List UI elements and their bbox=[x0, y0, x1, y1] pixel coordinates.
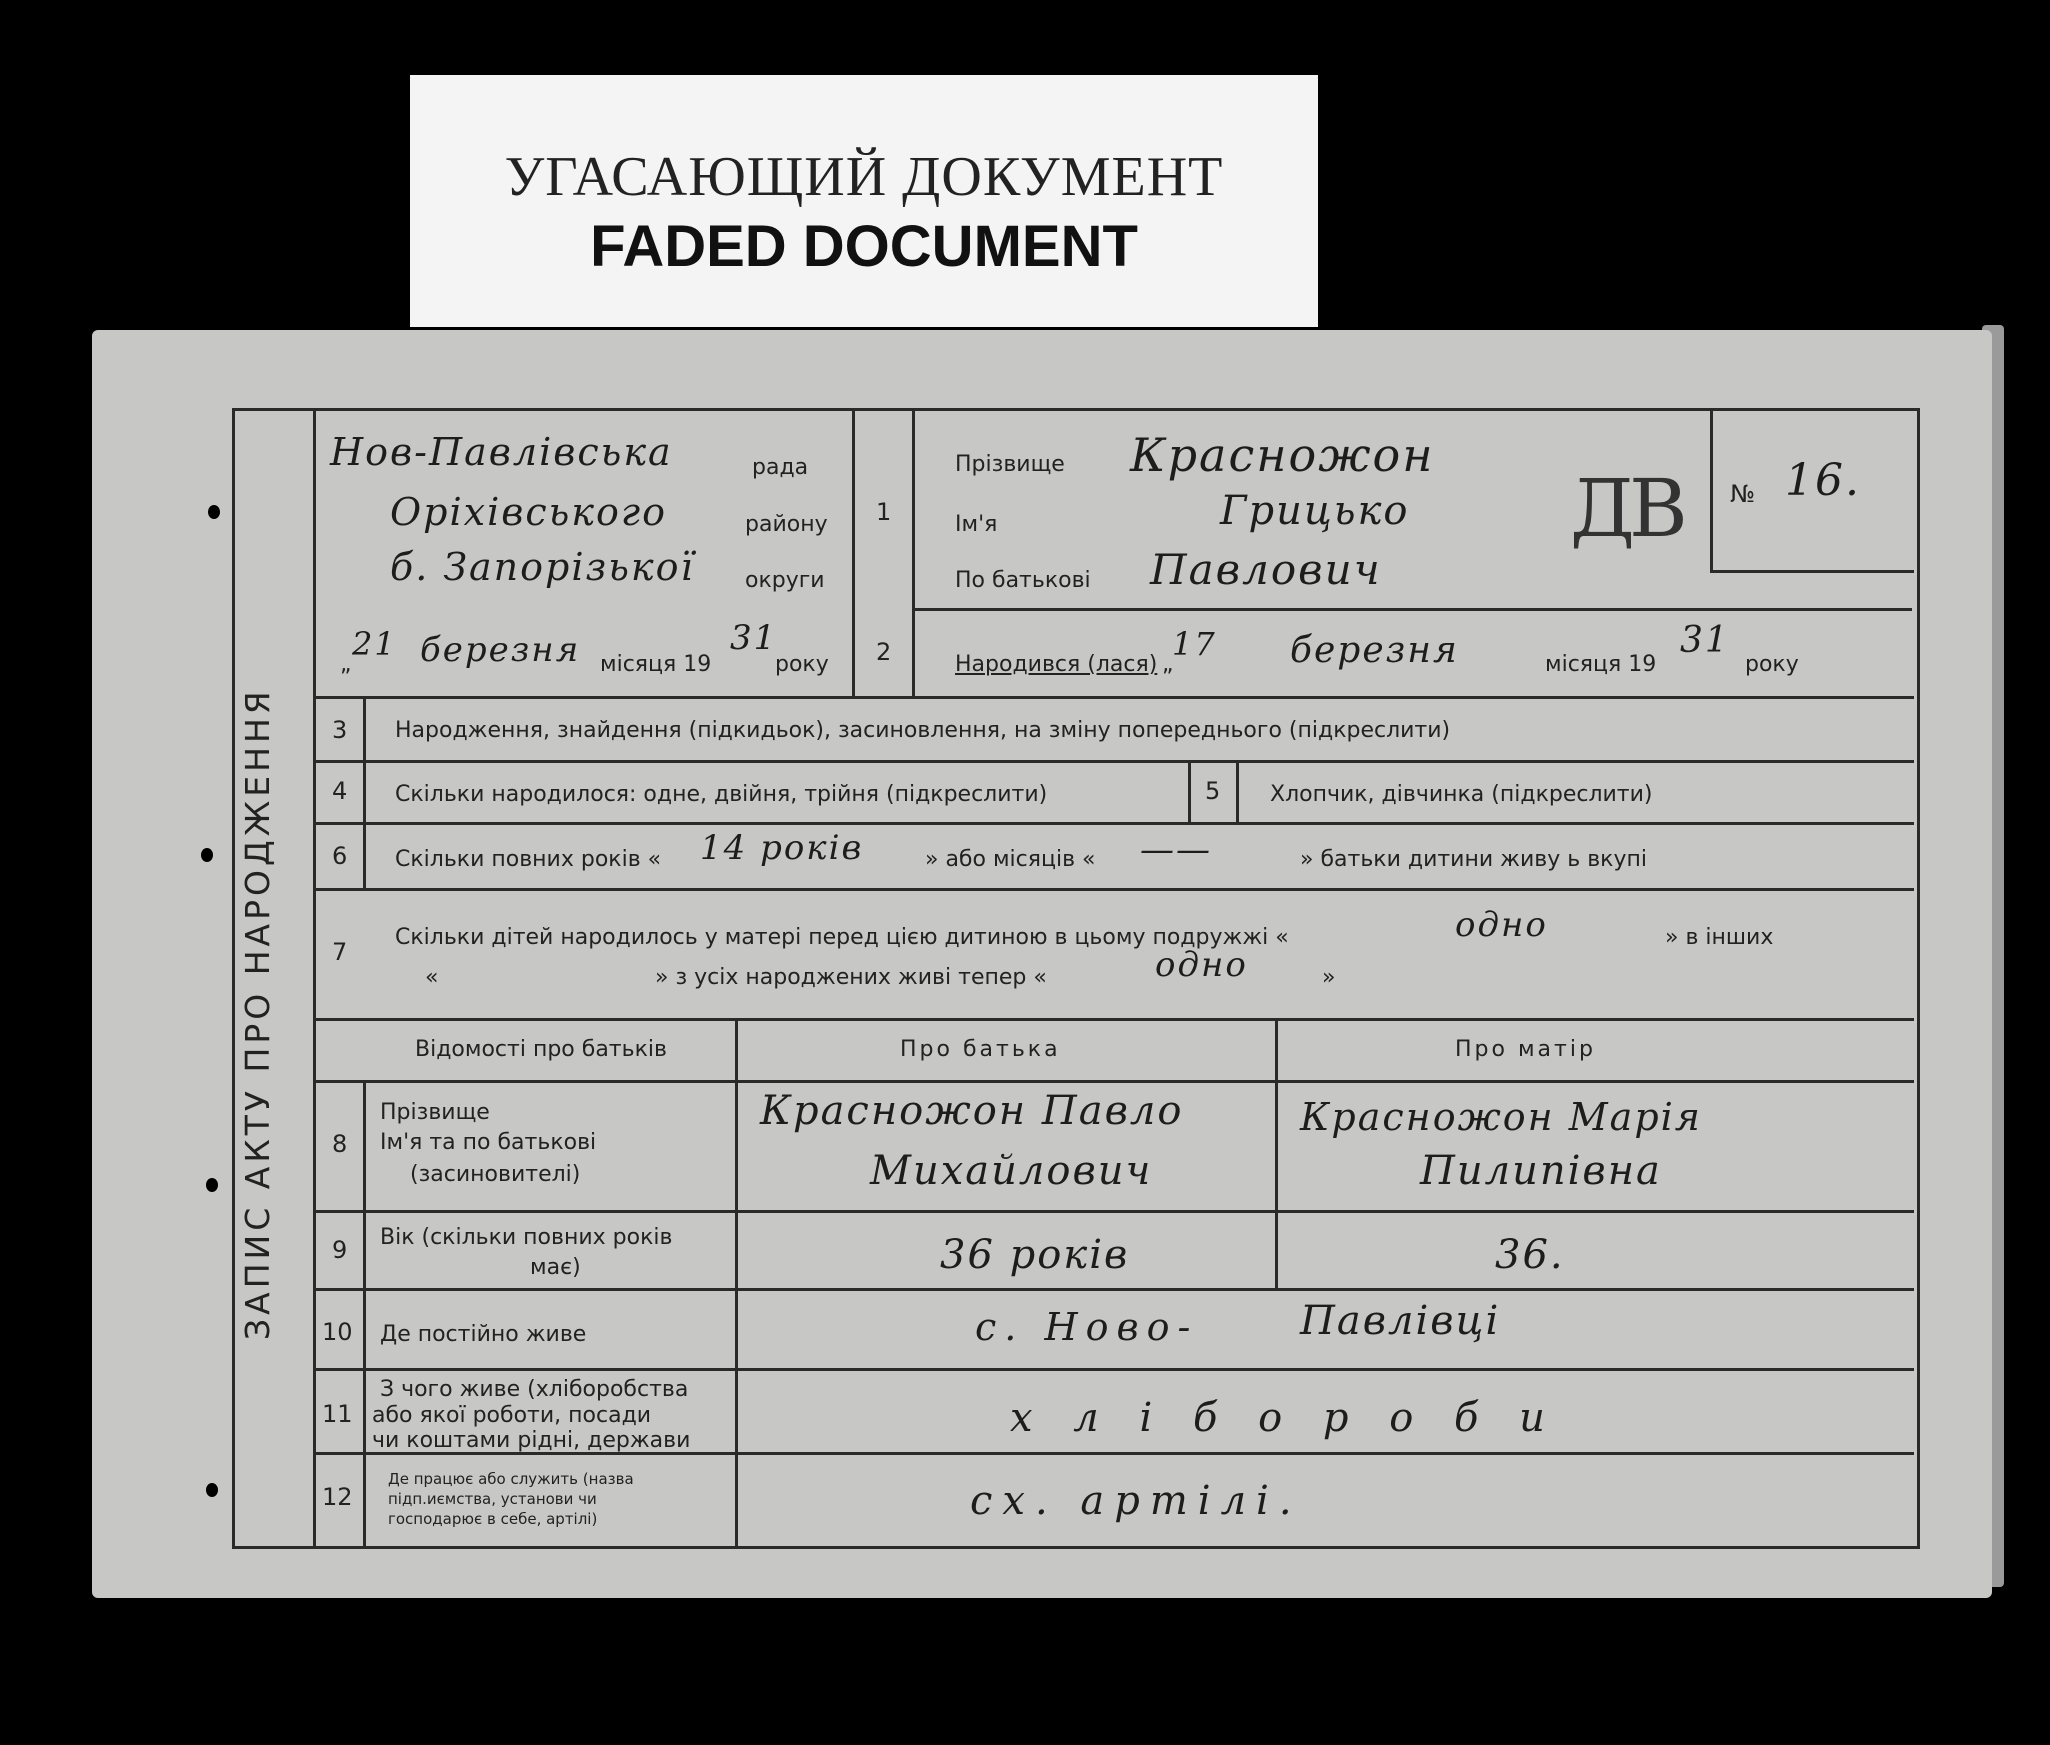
patronymic-value: Павлович bbox=[1150, 545, 1382, 594]
occupation-value: х л і б о р о б и bbox=[1010, 1395, 1559, 1441]
raion-label: району bbox=[745, 512, 828, 537]
row-7-value2: одно bbox=[1155, 945, 1248, 985]
date-quote: „ bbox=[340, 652, 352, 677]
row-3-number: 3 bbox=[332, 716, 348, 744]
row-12-number: 12 bbox=[322, 1483, 353, 1511]
row-9-label-2: має) bbox=[530, 1255, 581, 1280]
col-header-mother: Про матір bbox=[1455, 1037, 1596, 1062]
row-7-line1-a: Скільки дітей народилось у матері перед цією дитиною в цьому подружжі « bbox=[395, 925, 1289, 950]
okruha-label: округи bbox=[745, 568, 825, 593]
row-6-years-value: 14 років bbox=[700, 828, 864, 868]
record-number-label: № bbox=[1730, 480, 1755, 508]
father-age: 36 років bbox=[940, 1232, 1130, 1278]
label-english: FADED DOCUMENT bbox=[590, 214, 1138, 279]
row-7-value1: одно bbox=[1455, 905, 1548, 945]
father-name-2: Михайлович bbox=[870, 1148, 1153, 1194]
name-label: Ім'я bbox=[955, 512, 998, 537]
record-number-value: 16. bbox=[1785, 455, 1861, 506]
born-year-label: року bbox=[1745, 652, 1799, 677]
faded-document-label bbox=[410, 75, 1318, 327]
born-month: березня bbox=[1290, 630, 1459, 671]
row-6-number: 6 bbox=[332, 842, 348, 870]
row-8-label-1: Прізвище bbox=[380, 1100, 490, 1125]
row-7-line2-c: » bbox=[1322, 965, 1336, 990]
rada-value: Нов-Павлівська bbox=[330, 430, 673, 474]
row-8-number: 8 bbox=[332, 1130, 348, 1158]
row-5-number: 5 bbox=[1205, 777, 1221, 805]
father-name-1: Красножон Павло bbox=[760, 1088, 1184, 1134]
row-10-label: Де постійно живе bbox=[380, 1322, 587, 1347]
mother-name-1: Красножон Марія bbox=[1300, 1095, 1702, 1139]
okruha-value: б. Запорізької bbox=[390, 545, 695, 589]
born-day: 17 bbox=[1172, 625, 1217, 663]
stamp-mark: ДВ bbox=[1570, 462, 1682, 555]
row-11-number: 11 bbox=[322, 1400, 353, 1428]
father-residence: с. Ново- bbox=[975, 1305, 1199, 1349]
row-11-label-2: або якої роботи, посади bbox=[372, 1403, 652, 1428]
date-year: 31 bbox=[730, 618, 778, 658]
row-11-label-3: чи коштами рідні, держави bbox=[372, 1428, 691, 1453]
date-year-label: року bbox=[775, 652, 829, 677]
punch-hole bbox=[206, 1178, 218, 1192]
row-6-text-c: » батьки дитини живу ь вкупі bbox=[1300, 847, 1647, 872]
surname-label: Прізвище bbox=[955, 452, 1065, 477]
row-7-line2-a: « bbox=[425, 965, 439, 990]
label-russian: УГАСАЮЩИЙ ДОКУМЕНТ bbox=[504, 146, 1224, 208]
row-11-label-1: З чого живе (хліборобства bbox=[380, 1377, 689, 1402]
surname-value: Красножон bbox=[1130, 428, 1435, 482]
row-8-label-2: Ім'я та по батькові bbox=[380, 1130, 597, 1155]
row-6-text-b: » або місяців « bbox=[925, 847, 1096, 872]
row-12-label-3: господарює в себе, артілі) bbox=[388, 1510, 598, 1528]
mother-residence: Павлівці bbox=[1300, 1298, 1501, 1344]
row-9-label-1: Вік (скільки повних років bbox=[380, 1225, 673, 1250]
mother-age: 36. bbox=[1495, 1232, 1565, 1278]
row-7-line1-b: » в інших bbox=[1665, 925, 1774, 950]
row-12-label-2: підп.иємства, установи чи bbox=[388, 1490, 597, 1508]
row-8-label-3: (засиновителі) bbox=[410, 1162, 581, 1187]
date-month: березня bbox=[420, 630, 581, 670]
row-1-number: 1 bbox=[876, 498, 892, 526]
workplace-value: сх. артілі. bbox=[970, 1478, 1302, 1524]
row-6-text-a: Скільки повних років « bbox=[395, 847, 662, 872]
mother-name-2: Пилипівна bbox=[1420, 1148, 1662, 1194]
raion-value: Оріхівського bbox=[390, 490, 667, 534]
born-year: 31 bbox=[1680, 620, 1730, 661]
row-6-months-value: —— bbox=[1140, 830, 1212, 870]
col-header-father: Про батька bbox=[900, 1037, 1061, 1062]
row-7-number: 7 bbox=[332, 938, 348, 966]
punch-hole bbox=[208, 505, 220, 519]
col-header-info: Відомості про батьків bbox=[415, 1037, 667, 1062]
row-5-text: Хлопчик, дівчинка (підкреслити) bbox=[1270, 782, 1653, 807]
punch-hole bbox=[201, 848, 213, 862]
row-9-number: 9 bbox=[332, 1236, 348, 1264]
date-month-label: місяця 19 bbox=[600, 652, 712, 677]
row-4-text: Скільки народилося: одне, двійня, трійня (підкреслити) bbox=[395, 782, 1048, 807]
patronymic-label: По батькові bbox=[955, 568, 1091, 593]
born-quote: „ bbox=[1162, 652, 1174, 677]
rada-label: рада bbox=[752, 455, 809, 480]
date-day: 21 bbox=[352, 625, 397, 663]
born-label: Народився (лася) bbox=[955, 652, 1158, 677]
born-month-label: місяця 19 bbox=[1545, 652, 1657, 677]
row-3-text: Народження, знайдення (підкидьок), засиновлення, на зміну попереднього (підкреслити) bbox=[395, 718, 1451, 743]
row-12-label-1: Де працює або служить (назва bbox=[388, 1470, 634, 1488]
row-10-number: 10 bbox=[322, 1318, 353, 1346]
name-value: Грицько bbox=[1220, 488, 1410, 534]
vertical-title: ЗАПИС АКТУ ПРО НАРОДЖЕННЯ bbox=[238, 687, 277, 1340]
row-7-line2-b: » з усіх народжених живі тепер « bbox=[655, 965, 1047, 990]
row-4-number: 4 bbox=[332, 777, 348, 805]
punch-hole bbox=[206, 1483, 218, 1497]
row-2-number: 2 bbox=[876, 638, 892, 666]
